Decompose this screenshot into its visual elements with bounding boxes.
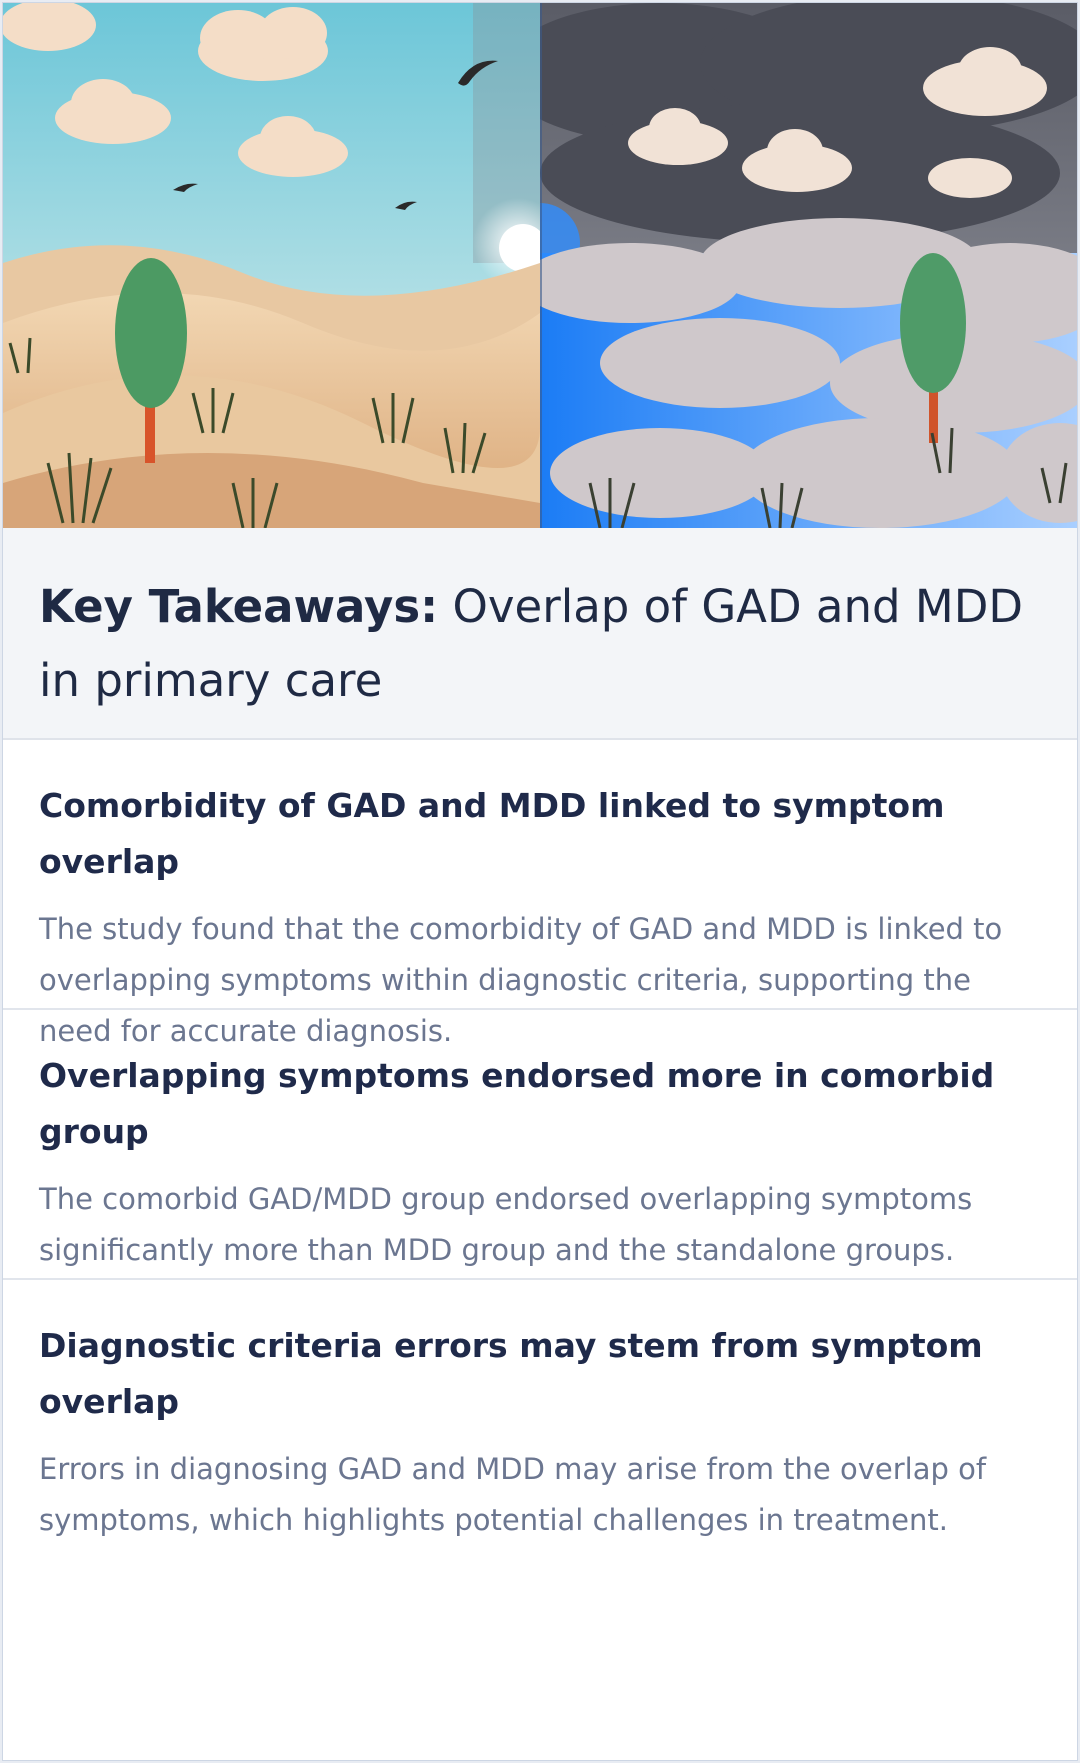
takeaway-body: The study found that the comorbidity of GAD and MDD is linked to overlapping symptoms within diagnostic criteria, supporting the need for accurate diagnosis. (39, 912, 1003, 1048)
title-rest: Overlap of GAD and MDD in primary care (39, 580, 1024, 707)
desert-scene-image (3, 3, 540, 528)
takeaway-body: The comorbid GAD/MDD group endorsed overlapping symptoms significantly more than MDD group and the standalone groups. (39, 1182, 973, 1267)
scene-divider (540, 3, 542, 528)
takeaway-body: Errors in diagnosing GAD and MDD may arise from the overlap of symptoms, which highlights potential challenges in treatment. (39, 1452, 987, 1537)
takeaway-heading: Diagnostic criteria errors may stem from symptom overlap (39, 1326, 983, 1421)
title-section (3, 528, 1077, 740)
takeaway-item (3, 1010, 1077, 1280)
takeaway-heading: Overlapping symptoms endorsed more in comorbid group (39, 1056, 995, 1151)
page-title (39, 570, 1041, 718)
takeaways-card (2, 2, 1078, 1761)
takeaway-item (3, 740, 1077, 1048)
cloudy-scene-image (540, 3, 1077, 528)
takeaway-item (3, 1280, 1077, 1550)
takeaway-heading: Comorbidity of GAD and MDD linked to symptom overlap (39, 786, 945, 881)
title-bold: Key Takeaways: (39, 580, 439, 633)
hero-illustration (3, 3, 1077, 528)
